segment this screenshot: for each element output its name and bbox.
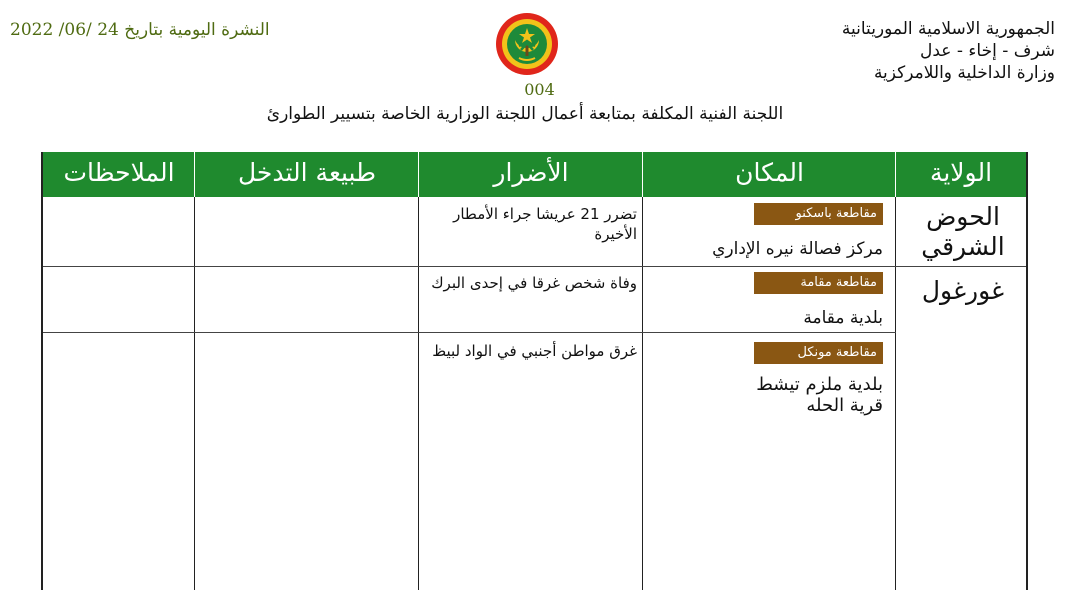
column-divider xyxy=(642,197,643,590)
document-number: 004 xyxy=(524,80,555,99)
column-header-damage: الأضرار xyxy=(493,158,569,187)
place-text: قرية الحله xyxy=(806,395,883,416)
column-divider xyxy=(194,197,195,590)
column-header-intervention: طبيعة التدخل xyxy=(237,158,376,187)
country-name: الجمهورية الاسلامية الموريتانية xyxy=(841,19,1055,39)
column-header-place: المكان xyxy=(735,158,804,187)
national-seal-icon xyxy=(495,12,559,76)
column-header-notes: الملاحظات xyxy=(63,158,175,187)
place-text: مركز فصالة نيره الإداري xyxy=(712,239,883,259)
header-institution xyxy=(842,18,1055,84)
ministry-name: وزارة الداخلية واللامركزية xyxy=(873,63,1055,83)
place-text: بلدية ملزم تيشط xyxy=(756,374,883,395)
damage-text: غرق مواطن أجنبي في الواد لبيظ xyxy=(432,342,637,360)
row-divider xyxy=(43,332,896,333)
national-motto: شرف - إخاء - عدل xyxy=(920,41,1055,61)
header-divider xyxy=(642,152,643,197)
row-divider xyxy=(896,266,1026,267)
bulletin-date: النشرة اليومية بتاريخ 24 /06/ 2022 xyxy=(10,20,270,40)
moughataa-tag: مقاطعة مونكل xyxy=(754,342,883,364)
header-divider xyxy=(895,152,896,197)
moughataa-tag: مقاطعة مقامة xyxy=(754,272,883,294)
column-divider xyxy=(895,197,896,590)
damage-text: وفاة شخص غرقا في إحدى البرك xyxy=(431,274,637,292)
moughataa-tag: مقاطعة باسكنو xyxy=(754,203,883,225)
column-divider xyxy=(418,197,419,590)
wilaya-hodh-charghi: الحوض الشرقي xyxy=(921,202,1005,261)
header-divider xyxy=(194,152,195,197)
committee-subtitle: اللجنة الفنية المكلفة بمتابعة أعمال اللجنة الوزارية الخاصة بتسيير الطوارئ xyxy=(266,104,784,124)
emergency-table xyxy=(41,152,1028,590)
row-divider xyxy=(43,266,896,267)
header-divider xyxy=(418,152,419,197)
wilaya-gorgol: غورغول xyxy=(921,276,1005,305)
column-header-wilaya: الولاية xyxy=(929,158,993,187)
place-text: بلدية مقامة xyxy=(803,308,883,328)
damage-text: تضرر 21 عريشا جراء الأمطار الأخيرة xyxy=(453,205,637,243)
